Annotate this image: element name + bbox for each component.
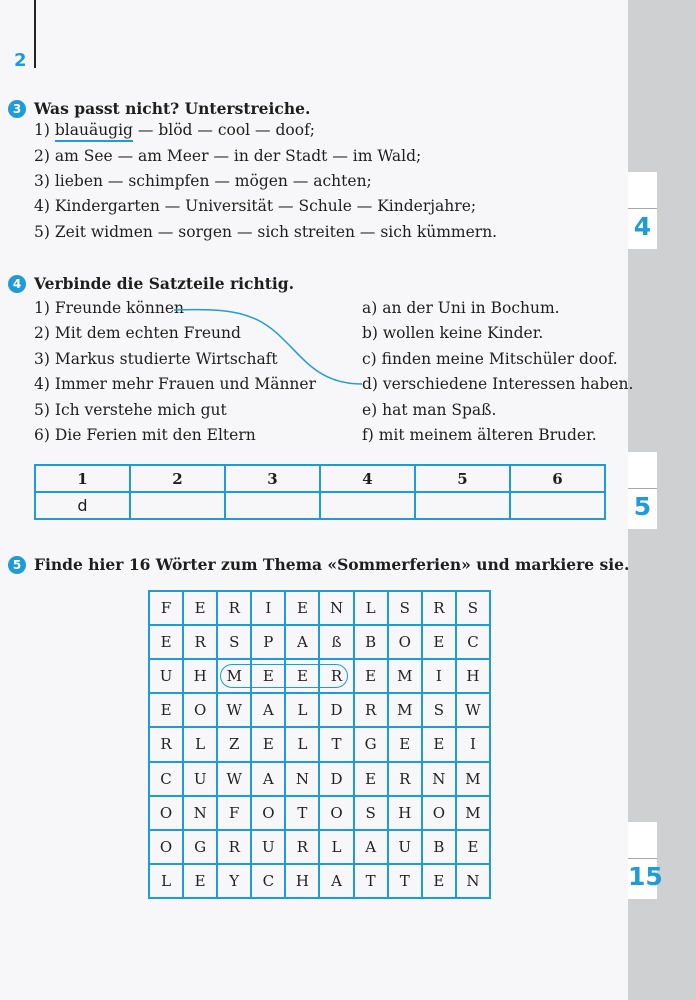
task-title: Verbinde die Satzteile richtig. [34,274,295,293]
answer-header: 2 [130,465,225,492]
grid-cell[interactable]: E [422,625,456,659]
task-title: Finde hier 16 Wörter zum Thema «Sommerferien» und markiere sie. [34,555,630,574]
grid-cell[interactable]: C [149,762,183,796]
grid-cell[interactable]: I [251,591,285,625]
grid-cell[interactable]: W [217,693,251,727]
grid-cell[interactable]: A [251,693,285,727]
score-value: 5 [633,492,652,521]
grid-cell[interactable]: R [388,762,422,796]
grid-cell[interactable]: H [285,864,319,898]
grid-cell[interactable]: R [217,830,251,864]
answer-cell[interactable] [130,492,225,519]
grid-cell[interactable]: M [217,659,251,693]
sentence-end-a[interactable]: a) an der Uni in Bochum. [362,299,560,317]
page-margin-rule [34,0,36,68]
grid-cell[interactable]: L [285,693,319,727]
answer-table [34,464,606,520]
grid-cell[interactable]: D [319,762,353,796]
grid-cell[interactable]: L [354,591,388,625]
task4-heading [8,274,294,293]
task3-item-5[interactable]: 5) Zeit widmen — sorgen — sich streiten — sich kümmern. [34,223,498,241]
found-word-marker [220,664,348,688]
grid-cell[interactable]: F [149,591,183,625]
grid-cell[interactable]: H [388,796,422,830]
grid-cell[interactable]: O [149,830,183,864]
grid-cell[interactable]: T [388,864,422,898]
score-box-task3 [628,172,657,249]
task3-heading [8,99,310,118]
answer-header: 1 [35,465,130,492]
task3-item-4[interactable]: 4) Kindergarten — Universität — Schule — Kinderjahre; [34,197,477,215]
grid-cell[interactable]: U [183,762,217,796]
grid-cell[interactable]: N [319,591,353,625]
grid-cell[interactable]: F [217,796,251,830]
sentence-start-4[interactable]: 4) Immer mehr Frauen und Männer [34,375,316,393]
score-box-task4 [628,452,657,529]
grid-cell[interactable]: T [354,864,388,898]
grid-cell[interactable]: O [388,625,422,659]
task-number-badge: 5 [8,556,26,574]
grid-cell[interactable]: N [285,762,319,796]
grid-cell[interactable]: E [251,659,285,693]
grid-cell[interactable]: O [319,796,353,830]
sentence-end-e[interactable]: e) hat man Spaß. [362,401,497,419]
task-number-badge: 4 [8,275,26,293]
item-prefix: 1) [34,121,55,139]
grid-cell[interactable]: W [217,762,251,796]
grid-cell[interactable]: O [149,796,183,830]
grid-cell[interactable]: C [456,625,490,659]
grid-cell[interactable]: A [285,625,319,659]
grid-cell[interactable]: R [149,727,183,761]
grid-cell[interactable]: S [422,693,456,727]
grid-cell[interactable]: H [183,659,217,693]
grid-cell[interactable]: E [285,591,319,625]
sentence-end-f[interactable]: f) mit meinem älteren Bruder. [362,426,597,444]
answer-cell[interactable] [320,492,415,519]
answer-header: 4 [320,465,415,492]
grid-cell[interactable]: T [285,796,319,830]
grid-cell[interactable]: E [183,591,217,625]
sentence-end-d[interactable]: d) verschiedene Interessen haben. [362,375,634,393]
grid-cell[interactable]: E [149,625,183,659]
underlined-answer[interactable]: blauäugig [54,121,133,139]
grid-cell[interactable]: E [149,693,183,727]
grid-cell[interactable]: E [354,659,388,693]
grid-cell[interactable]: M [388,659,422,693]
grid-cell[interactable]: A [354,830,388,864]
grid-cell[interactable]: R [285,830,319,864]
sentence-end-b[interactable]: b) wollen keine Kinder. [362,324,544,342]
grid-cell[interactable]: R [319,659,353,693]
grid-cell[interactable]: L [319,830,353,864]
page-number: 2 [14,50,27,71]
grid-cell[interactable]: U [251,830,285,864]
grid-cell[interactable]: D [319,693,353,727]
grid-cell[interactable]: M [456,762,490,796]
grid-cell[interactable]: L [149,864,183,898]
sentence-start-5[interactable]: 5) Ich verstehe mich gut [34,401,227,419]
grid-cell[interactable]: E [388,727,422,761]
answer-cell[interactable]: d [35,492,130,519]
grid-cell[interactable]: R [422,591,456,625]
task3-item-2[interactable]: 2) am See — am Meer — in der Stadt — im Wald; [34,147,422,165]
grid-cell[interactable]: S [388,591,422,625]
grid-cell[interactable]: E [354,762,388,796]
grid-cell[interactable]: ß [319,625,353,659]
grid-cell[interactable]: L [183,727,217,761]
score-value: 15 [628,862,663,891]
item-rest: — blöd — cool — doof; [132,121,316,139]
grid-cell[interactable]: I [456,727,490,761]
grid-cell[interactable]: B [354,625,388,659]
score-box-total [628,822,663,899]
grid-cell[interactable]: E [285,659,319,693]
grid-cell[interactable]: M [388,693,422,727]
grid-cell[interactable]: M [456,796,490,830]
answer-cell[interactable] [225,492,320,519]
grid-cell[interactable]: R [354,693,388,727]
answer-cell[interactable] [415,492,510,519]
sentence-start-3[interactable]: 3) Markus studierte Wirtschaft [34,350,278,368]
grid-cell[interactable]: S [217,625,251,659]
grid-cell[interactable]: G [354,727,388,761]
task-title: Was passt nicht? Unterstreiche. [34,99,311,118]
grid-cell[interactable]: N [422,762,456,796]
grid-cell[interactable]: O [251,796,285,830]
grid-cell[interactable]: O [422,796,456,830]
sentence-end-c[interactable]: c) finden meine Mitschüler doof. [362,350,618,368]
task5-heading [8,555,629,574]
grid-cell[interactable]: E [183,864,217,898]
grid-cell[interactable]: Y [217,864,251,898]
grid-cell[interactable]: I [422,659,456,693]
grid-cell[interactable]: R [217,591,251,625]
grid-cell[interactable]: O [183,693,217,727]
grid-cell[interactable]: U [149,659,183,693]
grid-cell[interactable]: L [285,727,319,761]
sentence-start-1[interactable]: 1) Freunde können [34,299,185,317]
score-value: 4 [633,212,652,241]
grid-cell[interactable]: A [251,762,285,796]
grid-cell[interactable]: B [422,830,456,864]
grid-cell[interactable]: E [456,830,490,864]
grid-cell[interactable]: W [456,693,490,727]
grid-cell[interactable]: S [354,796,388,830]
answer-header: 3 [225,465,320,492]
sentence-start-6[interactable]: 6) Die Ferien mit den Eltern [34,426,256,444]
task-number-badge: 3 [8,100,26,118]
grid-cell[interactable]: P [251,625,285,659]
grid-cell[interactable]: S [456,591,490,625]
answer-cell[interactable] [510,492,605,519]
grid-cell[interactable]: G [183,830,217,864]
answer-header: 6 [510,465,605,492]
grid-cell[interactable]: H [456,659,490,693]
grid-cell[interactable]: N [183,796,217,830]
grid-cell[interactable]: U [388,830,422,864]
task3-item-3[interactable]: 3) lieben — schimpfen — mögen — achten; [34,172,372,190]
grid-cell[interactable]: R [183,625,217,659]
grid-cell[interactable]: E [422,864,456,898]
grid-cell[interactable]: Z [217,727,251,761]
grid-cell[interactable]: N [456,864,490,898]
grid-cell[interactable]: C [251,864,285,898]
grid-cell[interactable]: A [319,864,353,898]
answer-header: 5 [415,465,510,492]
sentence-start-2[interactable]: 2) Mit dem echten Freund [34,324,241,342]
grid-cell[interactable]: T [319,727,353,761]
grid-cell[interactable]: E [251,727,285,761]
grid-cell[interactable]: E [422,727,456,761]
word-search-grid [148,590,491,899]
task3-item-1 [34,121,315,139]
